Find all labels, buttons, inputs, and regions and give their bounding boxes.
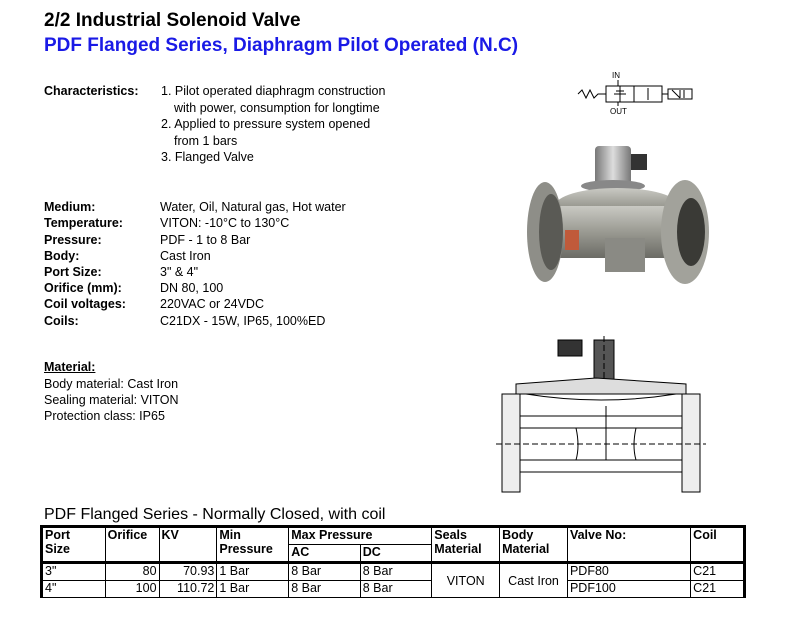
header-ac: AC	[289, 545, 361, 563]
header-valve-no: Valve No:	[567, 527, 690, 563]
cell-valve-no: PDF100	[567, 581, 690, 598]
header-text: Material	[434, 542, 482, 556]
characteristic-item: 3. Flanged Valve	[161, 150, 254, 164]
spec-key: Pressure:	[44, 233, 102, 247]
spec-value: C21DX - 15W, IP65, 100%ED	[160, 314, 326, 328]
table-title: PDF Flanged Series - Normally Closed, with coil	[44, 506, 386, 523]
symbol-in-label: IN	[612, 71, 620, 80]
valve-photo	[525, 142, 715, 290]
cell-coil: C21	[691, 581, 745, 598]
cell-seals-material: VITON	[432, 563, 500, 598]
cell-orifice: 80	[105, 563, 159, 581]
material-line: Sealing material: VITON	[44, 393, 179, 407]
spec-key: Temperature:	[44, 216, 123, 230]
cell-min-pressure: 1 Bar	[217, 581, 289, 598]
header-port-size	[42, 527, 106, 563]
header-dc: DC	[360, 545, 432, 563]
spec-key: Orifice (mm):	[44, 281, 122, 295]
spec-key: Body:	[44, 249, 80, 263]
header-coil: Coil	[691, 527, 745, 563]
spec-value: Cast Iron	[160, 249, 211, 263]
symbol-out-label: OUT	[610, 107, 627, 116]
cell-dc: 8 Bar	[360, 563, 432, 581]
cell-dc: 8 Bar	[360, 581, 432, 598]
header-text: Material	[502, 542, 550, 556]
spring-icon	[578, 90, 606, 98]
header-text: Min	[219, 528, 241, 542]
table-row	[42, 581, 745, 598]
header-text: Body	[502, 528, 534, 542]
spec-value: DN 80, 100	[160, 281, 224, 295]
cell-port: 3"	[42, 563, 106, 581]
cell-min-pressure: 1 Bar	[217, 563, 289, 581]
page-subtitle: PDF Flanged Series, Diaphragm Pilot Operated (N.C)	[44, 35, 519, 56]
header-text: Pressure	[219, 542, 273, 556]
table-header-row	[42, 527, 745, 545]
header-max-pressure: Max Pressure	[289, 527, 432, 545]
material-line: Protection class: IP65	[44, 409, 165, 423]
header-orifice: Orifice	[105, 527, 159, 563]
spec-value: PDF - 1 to 8 Bar	[160, 233, 251, 247]
characteristics-list	[161, 83, 385, 166]
spec-value: 3" & 4"	[160, 265, 199, 279]
cell-port: 4"	[42, 581, 106, 598]
valve-symbol-diagram	[576, 68, 700, 118]
material-heading: Material:	[44, 360, 96, 374]
spec-value: Water, Oil, Natural gas, Hot water	[160, 200, 346, 214]
characteristic-item: 2. Applied to pressure system opened	[161, 117, 371, 131]
table-row	[42, 563, 745, 581]
spec-key: Coil voltages:	[44, 297, 126, 311]
cell-ac: 8 Bar	[289, 581, 361, 598]
cross-section-diagram	[496, 336, 706, 494]
cell-ac: 8 Bar	[289, 563, 361, 581]
cell-kv: 70.93	[159, 563, 217, 581]
cell-valve-no: PDF80	[567, 563, 690, 581]
cell-orifice: 100	[105, 581, 159, 598]
material-line: Body material: Cast Iron	[44, 377, 179, 391]
characteristic-item: with power, consumption for longtime	[174, 100, 380, 115]
spec-key: Port Size:	[44, 265, 102, 279]
header-text: Seals	[434, 528, 467, 542]
header-kv: KV	[159, 527, 217, 563]
characteristic-item: from 1 bars	[174, 133, 238, 148]
header-body-material	[500, 527, 568, 563]
header-text: Port	[45, 528, 70, 542]
header-seals-material	[432, 527, 500, 563]
characteristics-label: Characteristics:	[44, 84, 139, 98]
product-table	[40, 525, 746, 598]
cell-body-material: Cast Iron	[500, 563, 568, 598]
header-min-pressure	[217, 527, 289, 563]
cell-coil: C21	[691, 563, 745, 581]
spec-key: Coils:	[44, 314, 79, 328]
spec-key: Medium:	[44, 200, 96, 214]
spec-value: VITON: -10°C to 130°C	[160, 216, 290, 230]
characteristic-item: 1. Pilot operated diaphragm construction	[161, 84, 386, 98]
cell-kv: 110.72	[159, 581, 217, 598]
page-title: 2/2 Industrial Solenoid Valve	[44, 10, 301, 31]
spec-value: 220VAC or 24VDC	[160, 297, 264, 311]
header-text: Size	[45, 542, 71, 556]
